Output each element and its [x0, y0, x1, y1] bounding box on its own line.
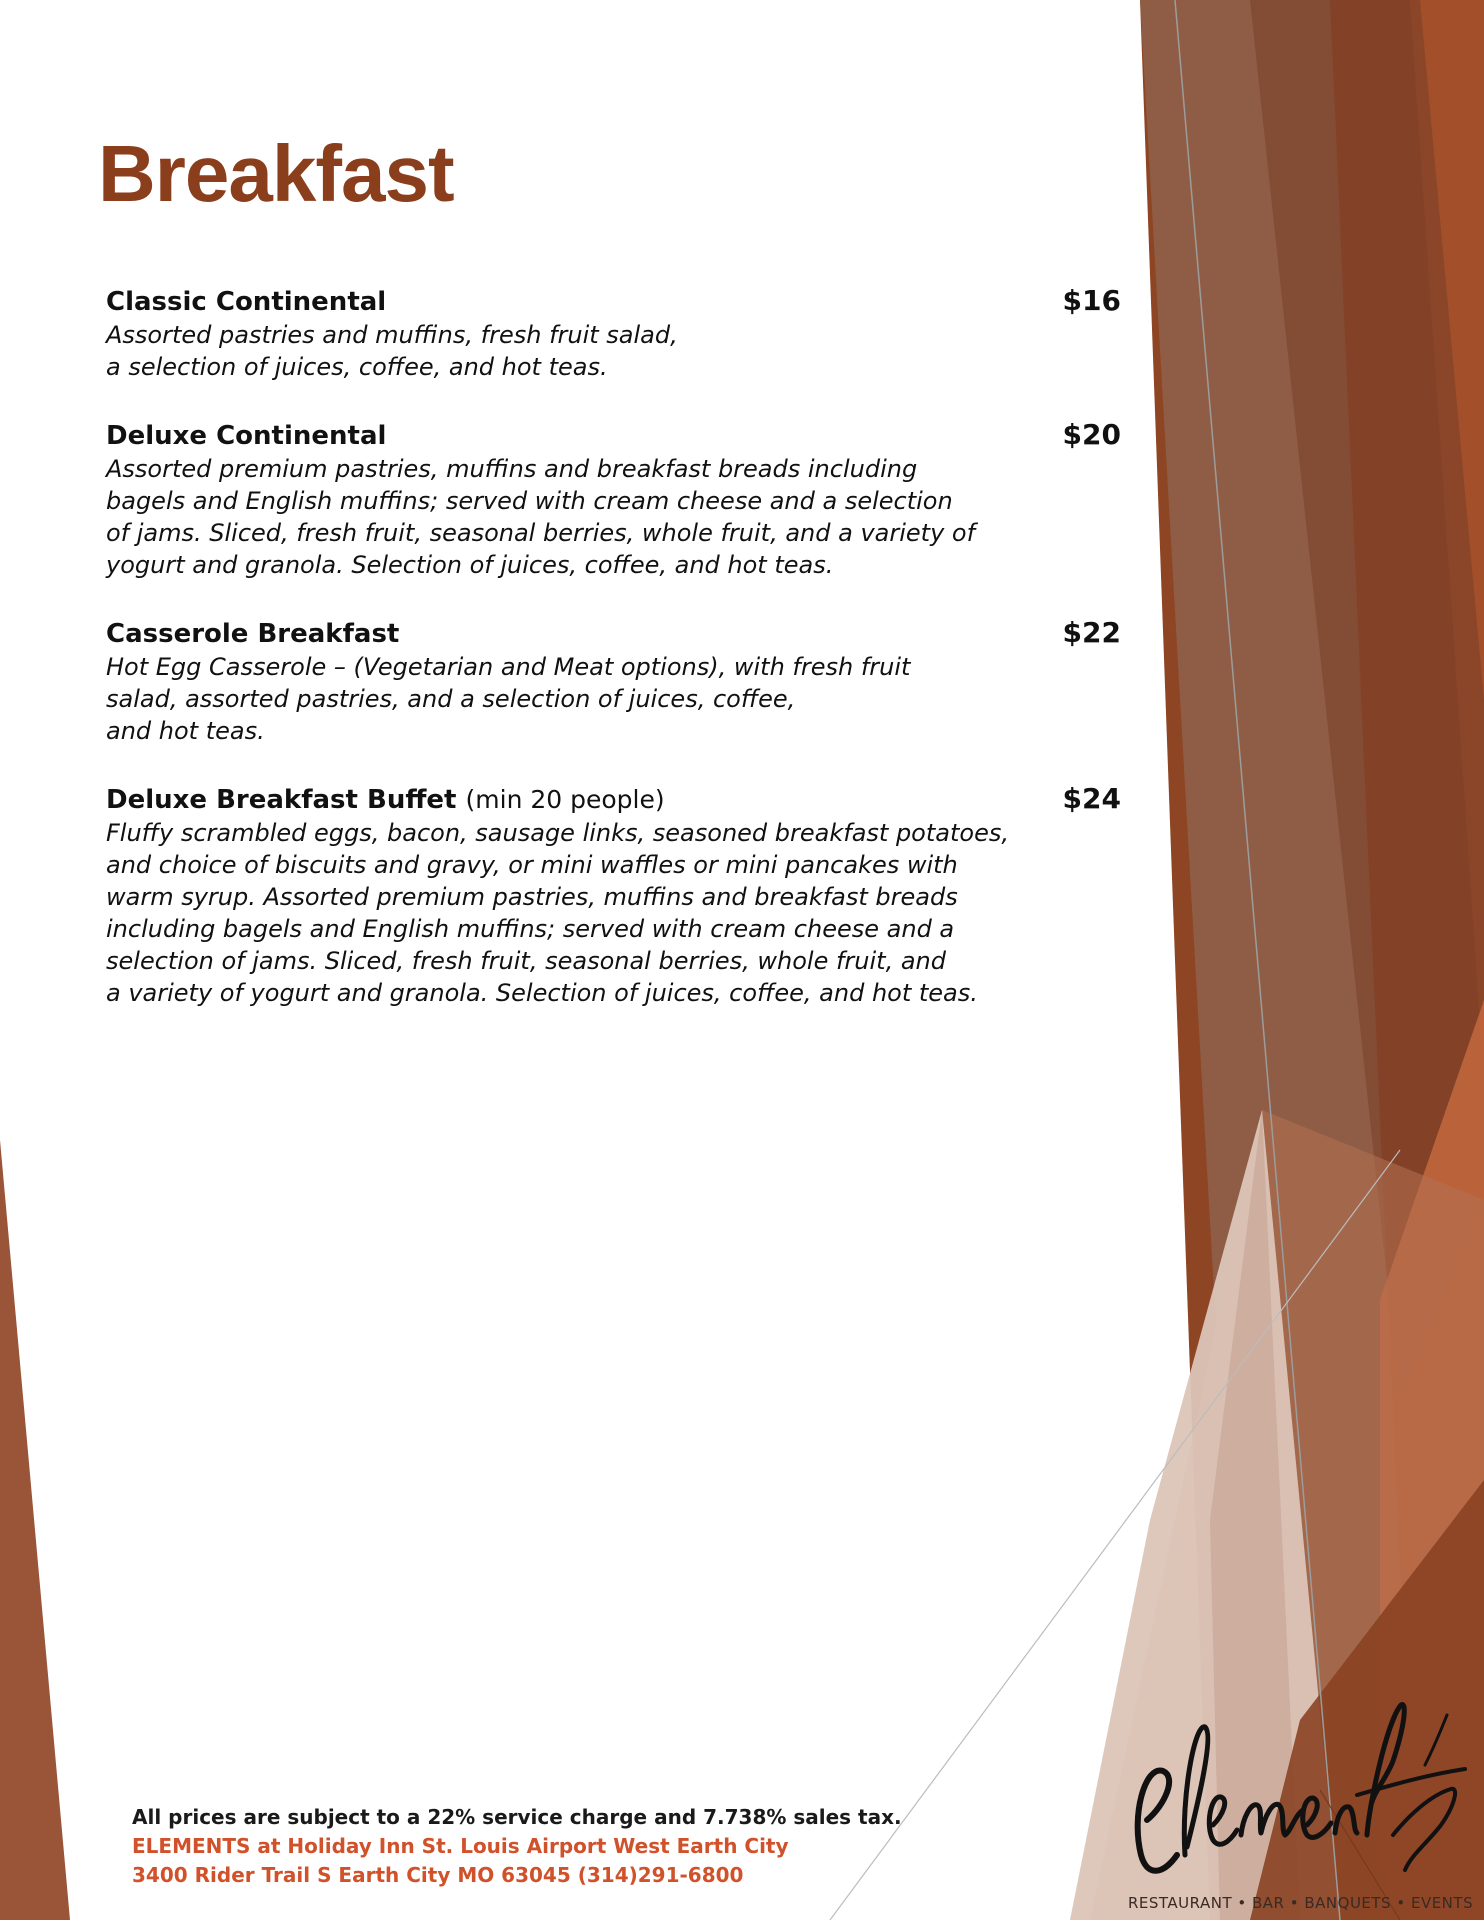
logo-tagline: RESTAURANT • BAR • BANQUETS • EVENTS — [1128, 1894, 1474, 1912]
menu-item-name: Deluxe Breakfast Buffet — [106, 785, 457, 815]
pricing-note: All prices are subject to a 22% service charge and 7.738% sales tax. — [132, 1805, 902, 1829]
footer — [132, 1803, 902, 1890]
menu-item-name-wrap — [106, 783, 665, 817]
menu-item-description: Assorted pastries and muffins, fresh fruit salad, a selection of juices, coffee, and hot teas. — [106, 321, 678, 381]
menu-item-price: $20 — [1062, 418, 1121, 451]
menu-item-price: $24 — [1062, 782, 1121, 815]
menu-item-description: Assorted premium pastries, muffins and breakfast breads including bagels and English muffins; served with cream cheese and a selection of jams. Sliced, fresh fruit, seasonal berries, whole fruit, and a variety of yogurt and granola. Selection of juices, coffee, and hot teas. — [106, 455, 976, 579]
menu-item-header — [106, 418, 1121, 453]
menu-item-name: Deluxe Continental — [106, 421, 387, 451]
menu-item-description: Hot Egg Casserole – (Vegetarian and Meat options), with fresh fruit salad, assorted pastries, and a selection of juices, coffee, and hot teas. — [106, 653, 911, 745]
menu-item-header — [106, 284, 1121, 319]
menu-item-name: Classic Continental — [106, 287, 387, 317]
menu-item-price: $16 — [1062, 284, 1121, 317]
menu-item-header — [106, 782, 1121, 817]
page-title: Breakfast — [98, 129, 454, 218]
menu-item-name: Casserole Breakfast — [106, 619, 400, 649]
menu-item-price: $22 — [1062, 616, 1121, 649]
venue-name: ELEMENTS at Holiday Inn St. Louis Airport West Earth City — [132, 1834, 789, 1858]
menu-item — [106, 284, 1121, 383]
menu-item — [106, 782, 1121, 1009]
menu-item — [106, 616, 1121, 747]
venue-address: 3400 Rider Trail S Earth City MO 63045 (314)291-6800 — [132, 1863, 744, 1887]
menu-item-note: (min 20 people) — [465, 785, 665, 814]
menu-item — [106, 418, 1121, 581]
menu-list — [106, 284, 1121, 1044]
elements-logo — [1125, 1665, 1484, 1920]
menu-item-description: Fluffy scrambled eggs, bacon, sausage links, seasoned breakfast potatoes, and choice of biscuits and gravy, or mini waffles or mini pancakes with warm syrup. Assorted premium pastries, muffins and breakfast breads including bagels and English muffins; served with cream cheese and a selection of jams. Sliced, fresh fruit, seasonal berries, whole fruit, and a variety of yogurt and granola. Selection of juices, coffee, and hot teas. — [106, 819, 1009, 1007]
menu-item-header — [106, 616, 1121, 651]
